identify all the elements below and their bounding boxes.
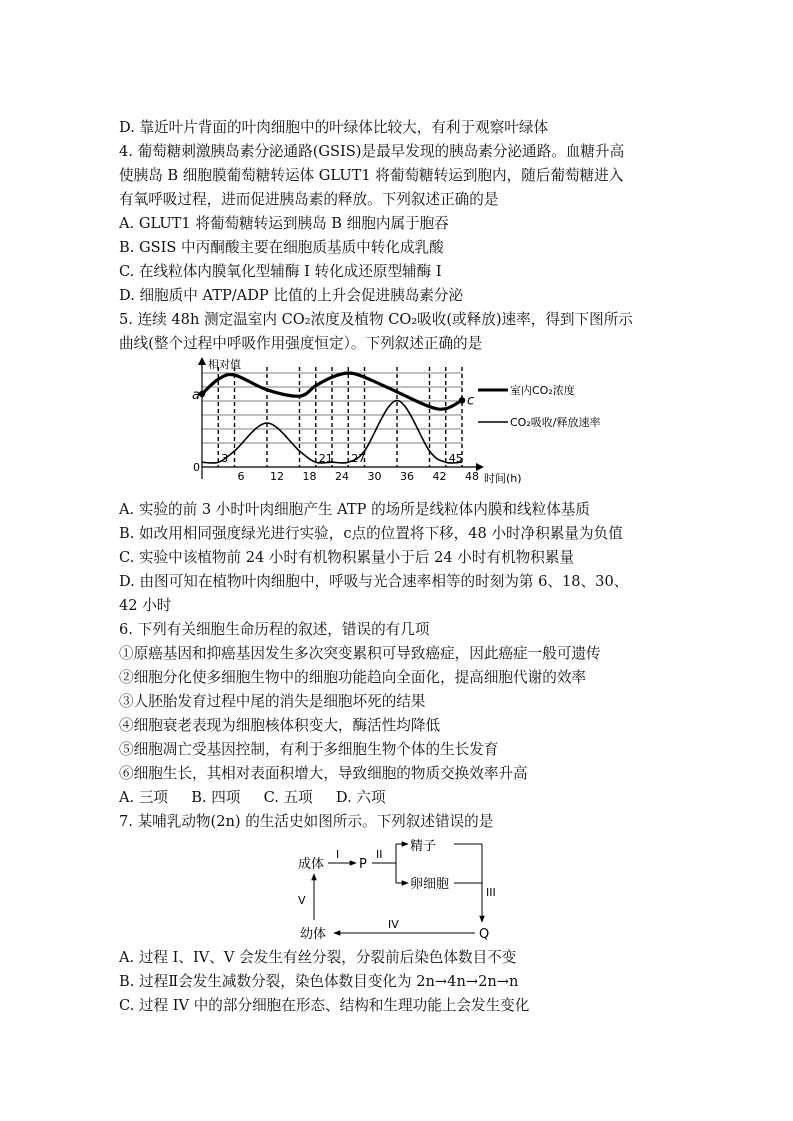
question-4-stem: 4. 葡萄糖刺激胰岛素分泌通路(GSIS)是最早发现的胰岛素分泌通路。血糖升高 bbox=[119, 143, 625, 160]
question-5-option-c: C. 实验中该植物前 24 小时有机物积累量小于后 24 小时有机物积累量 bbox=[119, 549, 575, 566]
label-iii: III bbox=[486, 886, 496, 899]
x-tick-label: 42 bbox=[432, 470, 447, 483]
question-4-stem: 有氧呼吸过程，进而促进胰岛素的释放。下列叙述正确的是 bbox=[119, 191, 499, 208]
question-5-option-d: D. 由图可知在植物叶肉细胞中，呼吸与光合速率相等的时刻为第 6、18、30、 bbox=[119, 573, 629, 590]
x-tick-label: 6 bbox=[237, 470, 245, 483]
question-3-option-d: D. 靠近叶片背面的叶肉细胞中的叶绿体比较大，有利于观察叶绿体 bbox=[119, 119, 549, 136]
point-c-marker bbox=[459, 397, 465, 403]
question-6-item-5: ⑤细胞凋亡受基因控制，有利于多细胞生物个体的生长发育 bbox=[119, 741, 499, 758]
node-q: Q bbox=[479, 927, 490, 942]
x-tick-label: 18 bbox=[302, 470, 317, 483]
question-5-option-b: B. 如改用相同强度绿光进行实验，c点的位置将下移，48 小时净积累量为负值 bbox=[119, 525, 623, 542]
question-6-item-1: ①原癌基因和抑癌基因发生多次突变累积可导致癌症，因此癌症一般可遗传 bbox=[119, 645, 601, 662]
question-6-item-6: ⑥细胞生长，其相对表面积增大，导致细胞的物质交换效率升高 bbox=[119, 765, 528, 782]
question-7-stem: 7. 某哺乳动物(2n) 的生活史如图所示。下列叙述错误的是 bbox=[119, 813, 494, 830]
label-v: V bbox=[298, 894, 306, 907]
legend-co2-concentration: 室内CO₂浓度 bbox=[510, 384, 575, 397]
question-5-stem: 曲线(整个过程中呼吸作用强度恒定）。下列叙述正确的是 bbox=[119, 335, 483, 352]
question-6-item-2: ②细胞分化使多细胞生物中的细胞功能趋向全面化，提高细胞代谢的效率 bbox=[119, 669, 587, 686]
question-7-option-b: B. 过程Ⅱ会发生减数分裂，染色体数目变化为 2n→4n→2n→n bbox=[119, 973, 519, 990]
node-juvenile: 幼体 bbox=[300, 927, 327, 942]
x-tick-label: 24 bbox=[335, 470, 349, 483]
question-4-option-a: A. GLUT1 将葡萄糖转运到胰岛 B 细胞内属于胞吞 bbox=[119, 215, 449, 232]
life-cycle-diagram bbox=[292, 836, 522, 944]
chart-vertical-dashes bbox=[218, 367, 462, 467]
label-iv: IV bbox=[388, 918, 399, 931]
node-sperm: 精子 bbox=[410, 839, 437, 854]
node-adult: 成体 bbox=[298, 857, 325, 872]
x-tick-label: 27 bbox=[351, 452, 366, 465]
x-tick-label: 12 bbox=[270, 470, 284, 483]
node-egg: 卵细胞 bbox=[410, 877, 450, 892]
label-ii: II bbox=[376, 848, 383, 861]
x-axis-label: 时间(h) bbox=[484, 472, 522, 485]
x-tick-label: 21 bbox=[318, 452, 333, 465]
node-p: P bbox=[359, 857, 367, 872]
question-4-option-d: D. 细胞质中 ATP/ADP 比值的上升会促进胰岛素分泌 bbox=[119, 287, 464, 304]
question-4-stem: 使胰岛 B 细胞膜葡萄糖转运体 GLUT1 将葡萄糖转运到胞内，随后葡萄糖进入 bbox=[119, 167, 624, 184]
question-6-options: A. 三项 B. 四项 C. 五项 D. 六项 bbox=[119, 789, 386, 806]
x-tick-label: 3 bbox=[221, 452, 229, 465]
y-axis-label: 相对值 bbox=[208, 358, 241, 371]
question-6-item-4: ④细胞衰老表现为细胞核体积变大，酶活性均降低 bbox=[119, 717, 441, 734]
x-tick-label: 45 bbox=[448, 452, 463, 465]
question-5-stem: 5. 连续 48h 测定温室内 CO₂浓度及植物 CO₂吸收(或释放)速率，得到下图所示 bbox=[119, 311, 633, 328]
x-tick-label: 30 bbox=[367, 470, 382, 483]
y-axis-arrow bbox=[198, 357, 206, 365]
origin-label: 0 bbox=[193, 461, 200, 474]
question-5-option-a: A. 实验的前 3 小时叶肉细胞产生 ATP 的场所是线粒体内膜和线粒体基质 bbox=[119, 501, 590, 518]
question-7-option-a: A. 过程 I、IV、V 会发生有丝分裂，分裂前后染色体数目不变 bbox=[119, 949, 517, 966]
x-tick-label: 36 bbox=[400, 470, 414, 483]
question-4-option-b: B. GSIS 中丙酮酸主要在细胞质基质中转化成乳酸 bbox=[119, 239, 444, 256]
co2-chart bbox=[192, 355, 632, 487]
question-6-item-3: ③人胚胎发育过程中尾的消失是细胞坏死的结果 bbox=[119, 693, 426, 710]
legend-co2-rate: CO₂吸收/释放速率 bbox=[510, 416, 601, 429]
label-i: I bbox=[336, 848, 340, 861]
x-tick-label: 48 bbox=[465, 470, 479, 483]
question-4-option-c: C. 在线粒体内膜氧化型辅酶 I 转化成还原型辅酶 I bbox=[119, 263, 442, 280]
point-a-label: a bbox=[192, 388, 200, 403]
point-c-label: c bbox=[467, 393, 475, 409]
question-6-stem: 6. 下列有关细胞生命历程的叙述，错误的有几项 bbox=[119, 621, 430, 638]
question-7-option-c: C. 过程 IV 中的部分细胞在形态、结构和生理功能上会发生变化 bbox=[119, 997, 530, 1014]
question-5-option-d-cont: 42 小时 bbox=[119, 597, 172, 614]
